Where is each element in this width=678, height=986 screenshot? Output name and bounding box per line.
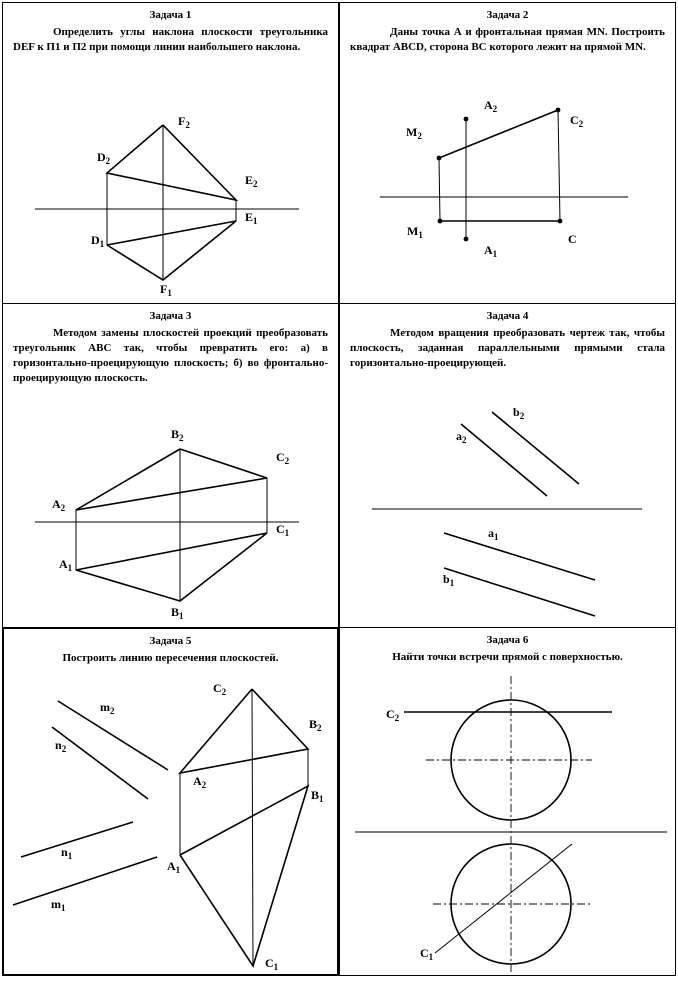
task-5-line-n1 [21,822,133,857]
task-5-label-n1: $n_1$ [61,845,73,861]
task-6-cell [339,627,676,976]
task-3-label-c2: $C_2$ [276,450,290,466]
task-5-link-c [252,689,253,966]
task-5-line-m1 [13,857,157,905]
task-2-line-mn-frontal [439,110,558,158]
task-4-line-b2 [492,412,579,484]
task-5-cell [2,627,339,976]
task-2-label-c2: $C_2$ [570,113,584,129]
task-3-label-c1: $C_1$ [276,522,290,538]
task-4-label-a2: $a_2$ [456,429,467,445]
task-6-label-c1: $C_1$ [420,946,434,962]
task-1-text: Определить углы наклона плоскости треугольника DEF к П1 и П2 при помощи линии наибольшего наклона. [13,26,328,53]
task-6-title: Задача 6 [486,634,529,646]
task-5-triangle-horizontal [180,786,308,966]
task-2-point-c1 [558,219,563,224]
task-6-text: Найти точки встречи прямой с поверхностью. [392,651,623,663]
task-2-cell [339,2,676,304]
task-2-point-a2 [464,117,469,122]
task-2-point-c2 [556,108,561,113]
task-3-label-b1: $B_1$ [171,605,184,621]
task-4-label-b1: $b_1$ [443,572,455,588]
task-1-triangle-frontal [107,125,236,200]
task-4-line-a2 [461,424,547,496]
task-5-label-m1: $m_1$ [51,897,66,913]
task-3-label-b2: $B_2$ [171,427,184,443]
task-3-drawing [3,304,339,628]
task-5-label-a1: $A_1$ [167,859,181,875]
task-1-label-e1: $E_1$ [245,210,258,226]
task-3-label-a1: $A_1$ [59,557,73,573]
task-4-line-b1 [444,568,595,616]
task-6-line-c1 [435,844,572,953]
task-5-label-b1: $B_1$ [311,788,324,804]
task-3-text: Методом замены плоскостей проекций преобразовать треугольник АВС так, чтобы превратить его: а) в горизонтально-проецирующую плоскость; б) во фронтально-проецирующую плоскость. [13,327,328,384]
task-3-title: Задача 3 [149,310,192,322]
task-4-title: Задача 4 [486,310,529,322]
task-2-point-m1 [438,219,443,224]
task-2-label-c: C [568,232,577,246]
task-2-title: Задача 2 [486,9,529,21]
task-5-title: Задача 5 [149,635,192,647]
task-4-text: Методом вращения преобразовать чертеж так, чтобы плоскость, заданная параллельными прямыми стала горизонтально-проецирующей. [350,327,665,369]
task-2-drawing [340,3,676,304]
task-1-label-d1: $D_1$ [91,233,105,249]
task-2-label-m1: $M_1$ [407,224,423,240]
task-4-drawing [340,304,676,628]
task-2-label-m2: $M_2$ [406,125,422,141]
task-5-label-c1: $C_1$ [265,956,279,972]
task-2-label-a1: $A_1$ [484,243,498,259]
task-5-label-b2: $B_2$ [309,717,322,733]
task-4-label-a1: $a_1$ [488,526,499,542]
task-1-label-e2: $E_2$ [245,173,258,189]
task-4-cell [339,303,676,628]
task-2-label-a2: $A_2$ [484,98,498,114]
task-5-label-m2: $m_2$ [100,700,115,716]
task-5-drawing [4,629,339,976]
task-3-label-a2: $A_2$ [52,497,66,513]
task-6-label-c2: $C_2$ [386,707,400,723]
task-1-cell [2,2,339,304]
task-5-label-n2: $n_2$ [55,738,67,754]
task-5-triangle-frontal [180,689,308,773]
task-5-text: Построить линию пересечения плоскостей. [62,652,279,664]
task-5-label-c2: $C_2$ [213,681,227,697]
task-3-cell [2,303,339,628]
task-4-line-a1 [444,533,595,580]
task-2-link-c [558,110,560,221]
task-1-label-d2: $D_2$ [97,150,111,166]
task-4-label-b2: $b_2$ [513,405,525,421]
task-3-triangle-horizontal [76,533,267,601]
task-1-title: Задача 1 [149,9,192,21]
task-5-label-a2: $A_2$ [193,774,207,790]
task-3-triangle-frontal [76,449,267,510]
task-2-text: Даны точка А и фронтальная прямая MN. Построить квадрат ABCD, сторона BC которого лежит на прямой MN. [350,26,665,53]
task-1-label-f2: $F_2$ [178,114,190,130]
task-6-drawing [340,628,676,976]
task-2-point-a1 [464,237,469,242]
task-5-line-n2 [52,727,148,799]
task-1-drawing [3,3,339,304]
task-1-triangle-horizontal [107,221,236,280]
task-2-link-m [439,158,440,221]
task-2-point-m2 [437,156,442,161]
task-1-label-f1: $F_1$ [160,282,172,298]
